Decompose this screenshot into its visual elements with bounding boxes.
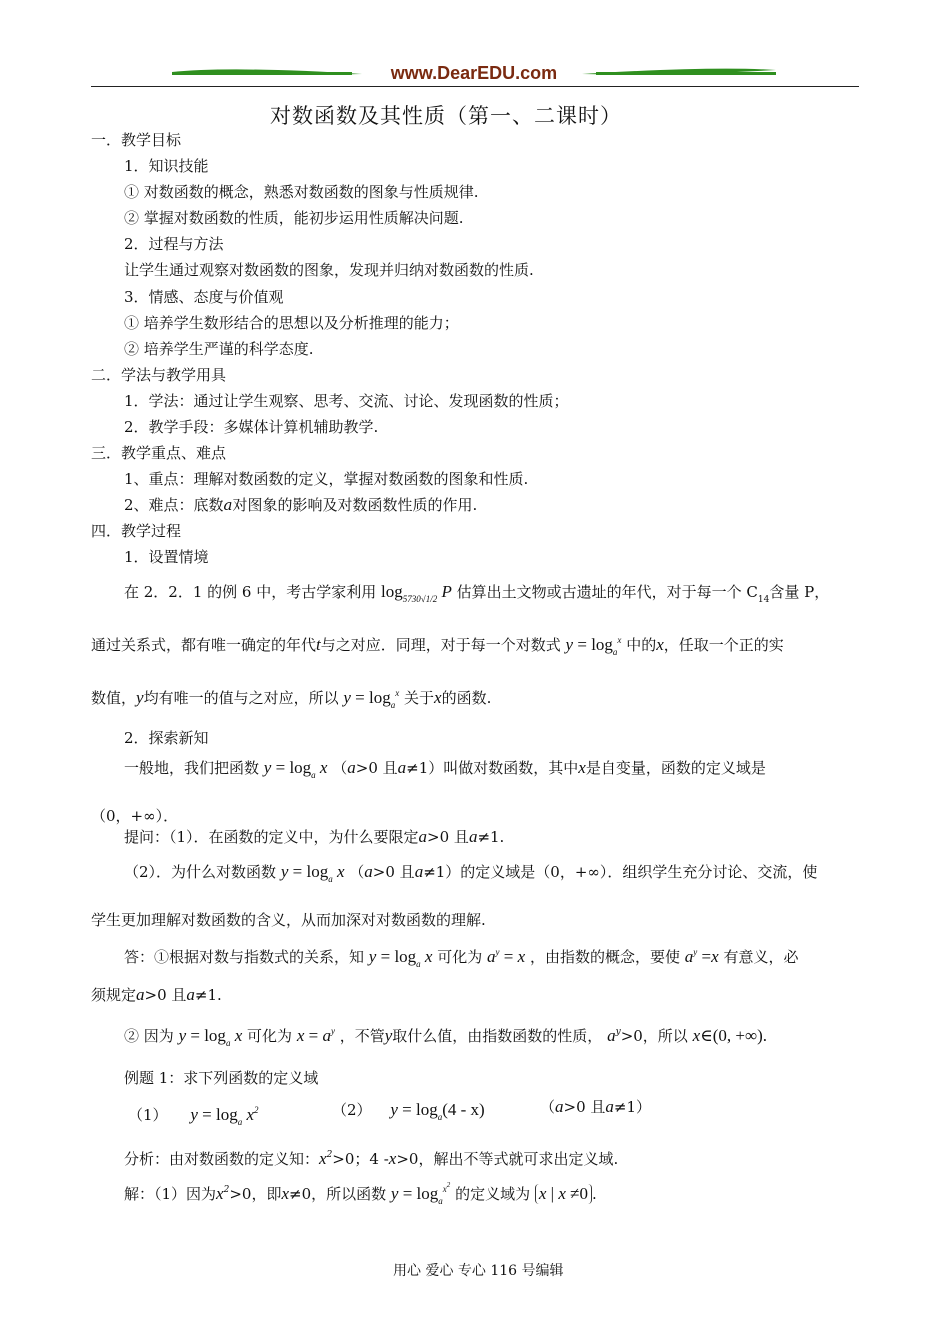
logo-text: www.DearEDU.com xyxy=(390,64,558,83)
header-logo-band xyxy=(172,64,776,84)
example-item: （2） $y = \log_a(4 - x)$ xyxy=(332,1100,485,1122)
subsection-heading: 1．设置情境 xyxy=(124,548,209,566)
paragraph: 让学生通过观察对数函数的图象，发现并归纳对数函数的性质. xyxy=(124,261,534,279)
formula-y-log-x: $y = \log_a x$ xyxy=(280,862,345,884)
paragraph: ② 培养学生严谨的科学态度. xyxy=(124,340,314,358)
formula-log-x-squared: $y = \log_a x^2$ xyxy=(190,1105,259,1127)
paragraph: 2．教学手段：多媒体计算机辅助教学. xyxy=(124,418,379,436)
page-title: 对数函数及其性质（第一、二课时） xyxy=(270,104,622,128)
example-heading: 例题 1：求下列函数的定义域 xyxy=(124,1069,319,1087)
formula-log-x-squared: $y = \log_a^{x2}$ xyxy=(390,1181,451,1206)
section-heading: 一．教学目标 xyxy=(91,131,182,149)
paragraph: ② 掌握对数函数的性质，能初步运用性质解决问题. xyxy=(124,209,464,227)
paragraph: ② 因为 $y = \log_a x$ 可化为 $x = a^y$ ，不管y取什么值，由指数函数的性质， $a^y>0$，所以 x∈(0, +∞). xyxy=(124,1026,768,1048)
formula-a-pow-y: $a^y = x$ xyxy=(487,947,526,966)
paragraph: 2、难点：底数a对图象的影响及对数函数性质的作用. xyxy=(124,496,478,514)
paragraph: （2）．为什么对数函数 $y = \log_a x$ （a>0 且a≠1）的定义域是（0，+∞）．组织学生充分讨论、交流，使 xyxy=(124,862,818,884)
paragraph: 通过关系式，都有唯一确定的年代t与之对应．同理，对于每一个对数式 $y = \log_a^x$ 中的x，任取一个正的实 xyxy=(91,635,784,657)
paragraph: ① 对数函数的概念，熟悉对数函数的图象与性质规律. xyxy=(124,183,479,201)
subsection-heading: 2．过程与方法 xyxy=(124,235,224,253)
paragraph: （0，+∞）． xyxy=(91,807,179,825)
formula-y-log-x: $y = \log_a^x$ xyxy=(565,635,622,657)
paragraph: 在 2．2．1 的例 6 中，考古学家利用 $\log_{5730√1/2} P$ 估算出土文物或古遗址的年代，对于每一个 $C_{14}$含量 P， xyxy=(124,582,830,605)
paragraph: 学生更加理解对数函数的含义，从而加深对对数函数的理解. xyxy=(91,911,486,929)
example-item: （1） $y = \log_a x^2$ xyxy=(128,1105,259,1127)
paragraph: 答：①根据对数与指数式的关系，知 $y = \log_a x$ 可化为 $a^y = x$ ，由指数的概念，要使 $a^y =x$ 有意义，必 xyxy=(124,947,799,969)
section-heading: 二．学法与教学用具 xyxy=(91,366,227,384)
paragraph: 提问：（1）．在函数的定义中，为什么要限定a>0 且a≠1. xyxy=(124,827,505,846)
formula-a-pow-y: $a^y =x$ xyxy=(684,947,719,966)
section-heading: 四．教学过程 xyxy=(91,522,182,540)
paragraph: 须规定a>0 且a≠1. xyxy=(91,985,222,1004)
formula-x-a-pow-y: $x = a^y$ xyxy=(296,1026,335,1045)
paragraph: 数值，y均有唯一的值与之对应，所以 $y = \log_a^x$ 关于x的函数. xyxy=(91,688,492,710)
paragraph: 解：（1）因为$x^2>0$，即x≠0，所以函数 $y = \log_a^{x2}$ 的定义域为 x | x ≠0 . xyxy=(124,1181,597,1206)
formula-x-in-interval: x∈(0, +∞). xyxy=(692,1026,768,1045)
paragraph: 1．学法：通过让学生观察、思考、交流、讨论、发现函数的性质； xyxy=(124,392,569,410)
formula-log-4-minus-x: $y = \log_a(4 - x)$ xyxy=(390,1100,485,1122)
subsection-heading: 3．情感、态度与价值观 xyxy=(124,288,284,306)
formula-domain-set: x | x ≠0 xyxy=(535,1184,592,1204)
paragraph: ① 培养学生数形结合的思想以及分析推理的能力； xyxy=(124,314,459,332)
formula-y-log-x: $y = \log_a^x$ xyxy=(343,688,400,710)
formula-y-log-x: $y = \log_a x$ xyxy=(368,947,433,969)
paragraph: 一般地，我们把函数 $y = \log_a x$ （a>0 且a≠1）叫做对数函数，其中x是自变量，函数的定义域是 xyxy=(124,758,766,780)
section-heading: 三．教学重点、难点 xyxy=(91,444,227,462)
subsection-heading: 2．探索新知 xyxy=(124,729,209,747)
paragraph: 1、重点：理解对数函数的定义，掌握对数函数的图象和性质. xyxy=(124,470,529,488)
paragraph: 分析：由对数函数的定义知：$x^2>0$；4 -x>0，解出不等式就可求出定义域. xyxy=(124,1149,619,1168)
header-rule xyxy=(91,86,859,87)
formula-y-log-x: $y = \log_a x$ xyxy=(178,1026,243,1048)
subsection-heading: 1．知识技能 xyxy=(124,157,209,175)
example-condition: （a>0 且a≠1） xyxy=(540,1097,652,1116)
page-footer: 用心 爱心 专心 116 号编辑 xyxy=(393,1263,564,1279)
formula-log-half: $\log_{5730√1/2} P$ xyxy=(381,582,452,604)
formula-y-log-x: $y = \log_a x$ xyxy=(263,758,328,780)
